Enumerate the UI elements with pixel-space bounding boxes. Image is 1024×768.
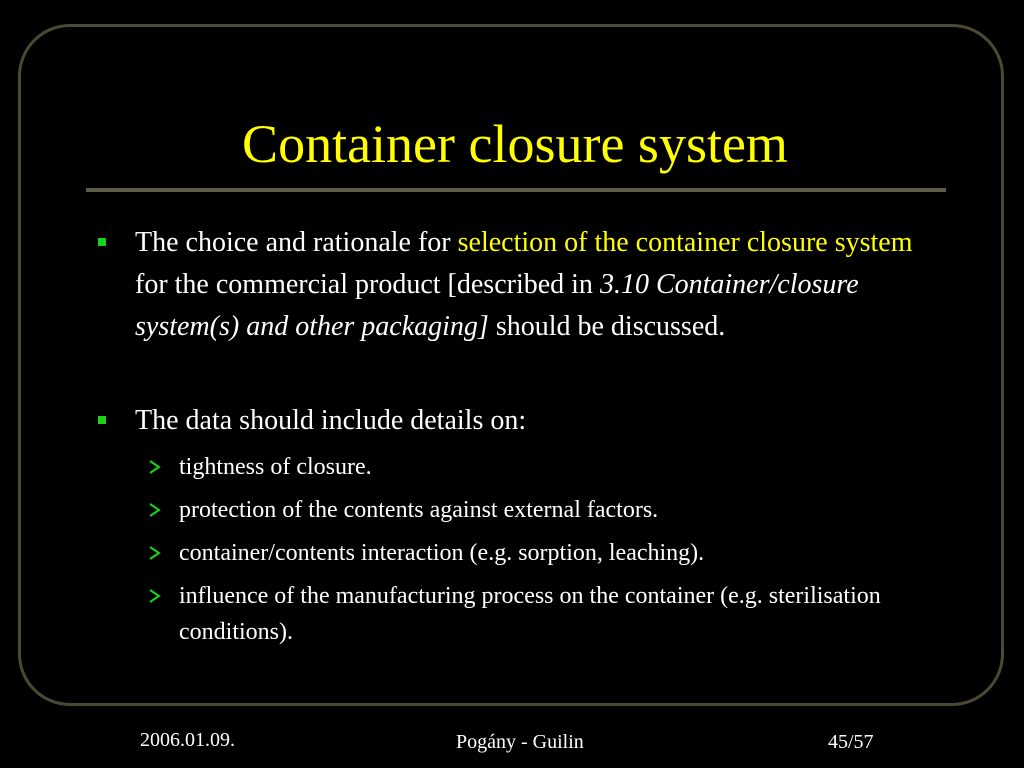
bullet-item bbox=[135, 222, 945, 348]
sub-bullet-item bbox=[179, 578, 939, 650]
arrow-bullet-icon bbox=[148, 588, 162, 604]
bullet-text: for the commercial product [described in bbox=[135, 269, 600, 300]
highlighted-phrase: selection of the container closure system bbox=[457, 227, 913, 258]
sub-bullet-item bbox=[179, 492, 939, 528]
bullet-text: should be discussed. bbox=[488, 311, 726, 342]
sub-bullet-text: protection of the contents against external factors. bbox=[179, 497, 659, 523]
bullet-item bbox=[135, 400, 945, 442]
footer-page-number: 45/57 bbox=[828, 731, 874, 753]
arrow-bullet-icon bbox=[148, 545, 162, 561]
arrow-bullet-icon bbox=[148, 502, 162, 518]
footer-author: Pogány - Guilin bbox=[456, 731, 584, 753]
sub-bullet-text: container/contents interaction (e.g. sorption, leaching). bbox=[179, 540, 705, 566]
footer-date: 2006.01.09. bbox=[140, 729, 235, 751]
bullet-text: The data should include details on: bbox=[135, 405, 527, 436]
sub-bullet-text: tightness of closure. bbox=[179, 454, 372, 480]
sub-bullet-text: influence of the manufacturing process on the container (e.g. sterilisation conditions). bbox=[179, 583, 881, 645]
square-bullet-icon bbox=[98, 416, 106, 424]
sub-bullet-item bbox=[179, 535, 939, 571]
square-bullet-icon bbox=[98, 238, 106, 246]
italic-reference: 3.10 Container/closure system(s) and other packaging] bbox=[135, 269, 859, 342]
arrow-bullet-icon bbox=[148, 459, 162, 475]
sub-bullet-item bbox=[179, 449, 939, 485]
bullet-text: The choice and rationale for bbox=[135, 227, 458, 258]
slide-title: Container closure system bbox=[242, 114, 788, 174]
